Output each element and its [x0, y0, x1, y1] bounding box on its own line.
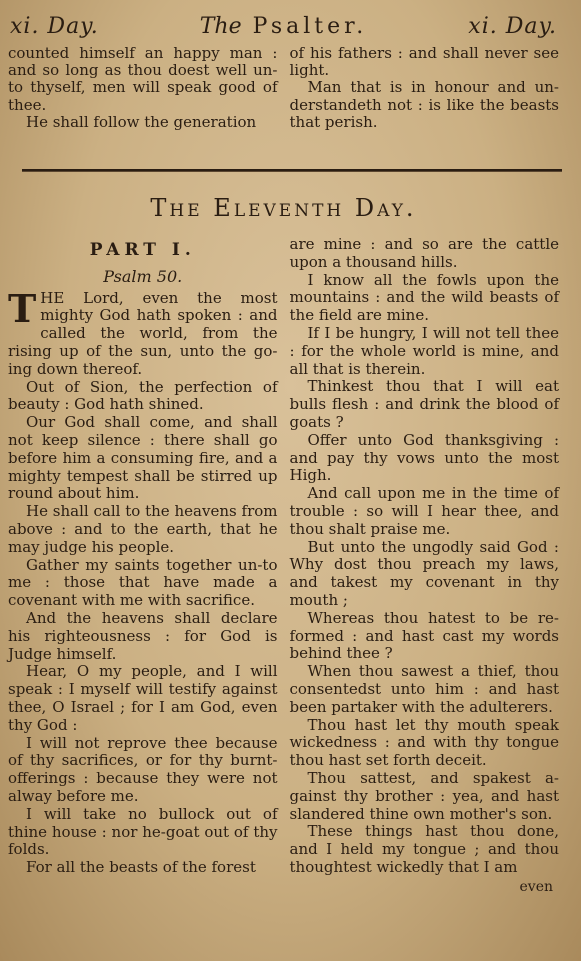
section-rule: [22, 169, 562, 172]
verse: Offer unto God thanksgiving : and pay thy vows unto the most High.: [289, 430, 559, 485]
verse: counted himself an happy man : and so long as thou doest well un-to thyself, men will speak good of thee.: [8, 44, 278, 114]
verse: Out of Sion, the perfection of beauty : God hath shined.: [8, 377, 278, 414]
header-left: xi. Day.: [10, 14, 99, 39]
verse: Gather my saints together un-to me : those that have made a covenant with me with sacrifice.: [8, 555, 278, 610]
psalm-heading: Psalm 50.: [103, 266, 183, 286]
verse: He shall follow the generation: [26, 112, 257, 131]
verse: Our God shall come, and shall not keep silence : there shall go before him a consuming fire, and a mighty tempest shall be stirred up round about him.: [8, 413, 278, 503]
verse: I know all the fowls upon the mountains : and the wild beasts of the field are mine.: [289, 270, 559, 325]
right-column: [290, 236, 560, 896]
header-the: The: [199, 14, 242, 39]
day-title: The Eleventh Day.: [150, 194, 417, 223]
drop-cap: T: [8, 285, 37, 331]
verse: Hear, O my people, and I will speak : I myself will testify against thee, O Israel ; for I am God, even thy God :: [8, 662, 278, 734]
header-title: [200, 14, 367, 39]
top-right-column: [290, 45, 560, 131]
top-left-column: [8, 45, 278, 131]
psalm-body: [8, 236, 559, 896]
verse: are mine : and so are the cattle upon a thousand hills.: [289, 235, 559, 271]
verse: of his fathers : and shall never see light.: [289, 44, 559, 80]
catchword: even: [519, 878, 553, 895]
header-psalter: Psalter.: [252, 14, 368, 39]
verse: I will take no bullock out of thine house : nor he-goat out of thy folds.: [8, 804, 278, 859]
part-heading: PART I.: [89, 240, 196, 261]
verse: Thou hast let thy mouth speak wickedness : and with thy tongue thou hast set forth deceit.: [289, 715, 559, 770]
verse-first: [8, 285, 278, 379]
verse: When thou sawest a thief, thou consentedst unto him : and hast been partaker with the adulterers.: [289, 662, 559, 716]
verse: For all the beasts of the forest: [26, 858, 256, 877]
left-column: [8, 236, 278, 896]
verse: Whereas thou hatest to be re-formed : and hast cast my words behind thee ?: [289, 608, 559, 663]
verse: Man that is in honour and un-derstandeth not : is like the beasts that perish.: [289, 78, 559, 131]
verse: If I be hungry, I will not tell thee : for the whole world is mine, and all that is therein.: [289, 324, 559, 378]
running-header: [8, 14, 559, 39]
verse: And the heavens shall declare his righteousness : for God is Judge himself.: [8, 608, 278, 663]
verse: But unto the ungodly said God : Why dost thou preach my laws, and takest my covenant in thy mouth ;: [289, 537, 559, 609]
verse: He shall call to the heavens from above : and to the earth, that he may judge his people.: [8, 502, 278, 556]
verse: And call upon me in the time of trouble : so will I hear thee, and thou shalt praise me.: [289, 484, 559, 538]
verse-first-text: HE Lord, even the most mighty God hath spoken : and called the world, from the rising up of the sun, unto the go-ing down thereof.: [8, 288, 278, 378]
verse: Thou sattest, and spakest a-gainst thy brother : yea, and hast slandered thine own mother's son.: [289, 768, 559, 823]
top-continuation: [8, 45, 559, 131]
header-right: xi. Day.: [468, 14, 557, 39]
verse: Thinkest thou that I will eat bulls flesh : and drink the blood of goats ?: [289, 377, 559, 431]
verse: I will not reprove thee because of thy sacrifices, or for thy burnt-offerings : because they were not alway before me.: [8, 733, 278, 805]
verse: These things hast thou done, and I held my tongue ; and thou thoughtest wickedly that I am: [289, 822, 559, 876]
